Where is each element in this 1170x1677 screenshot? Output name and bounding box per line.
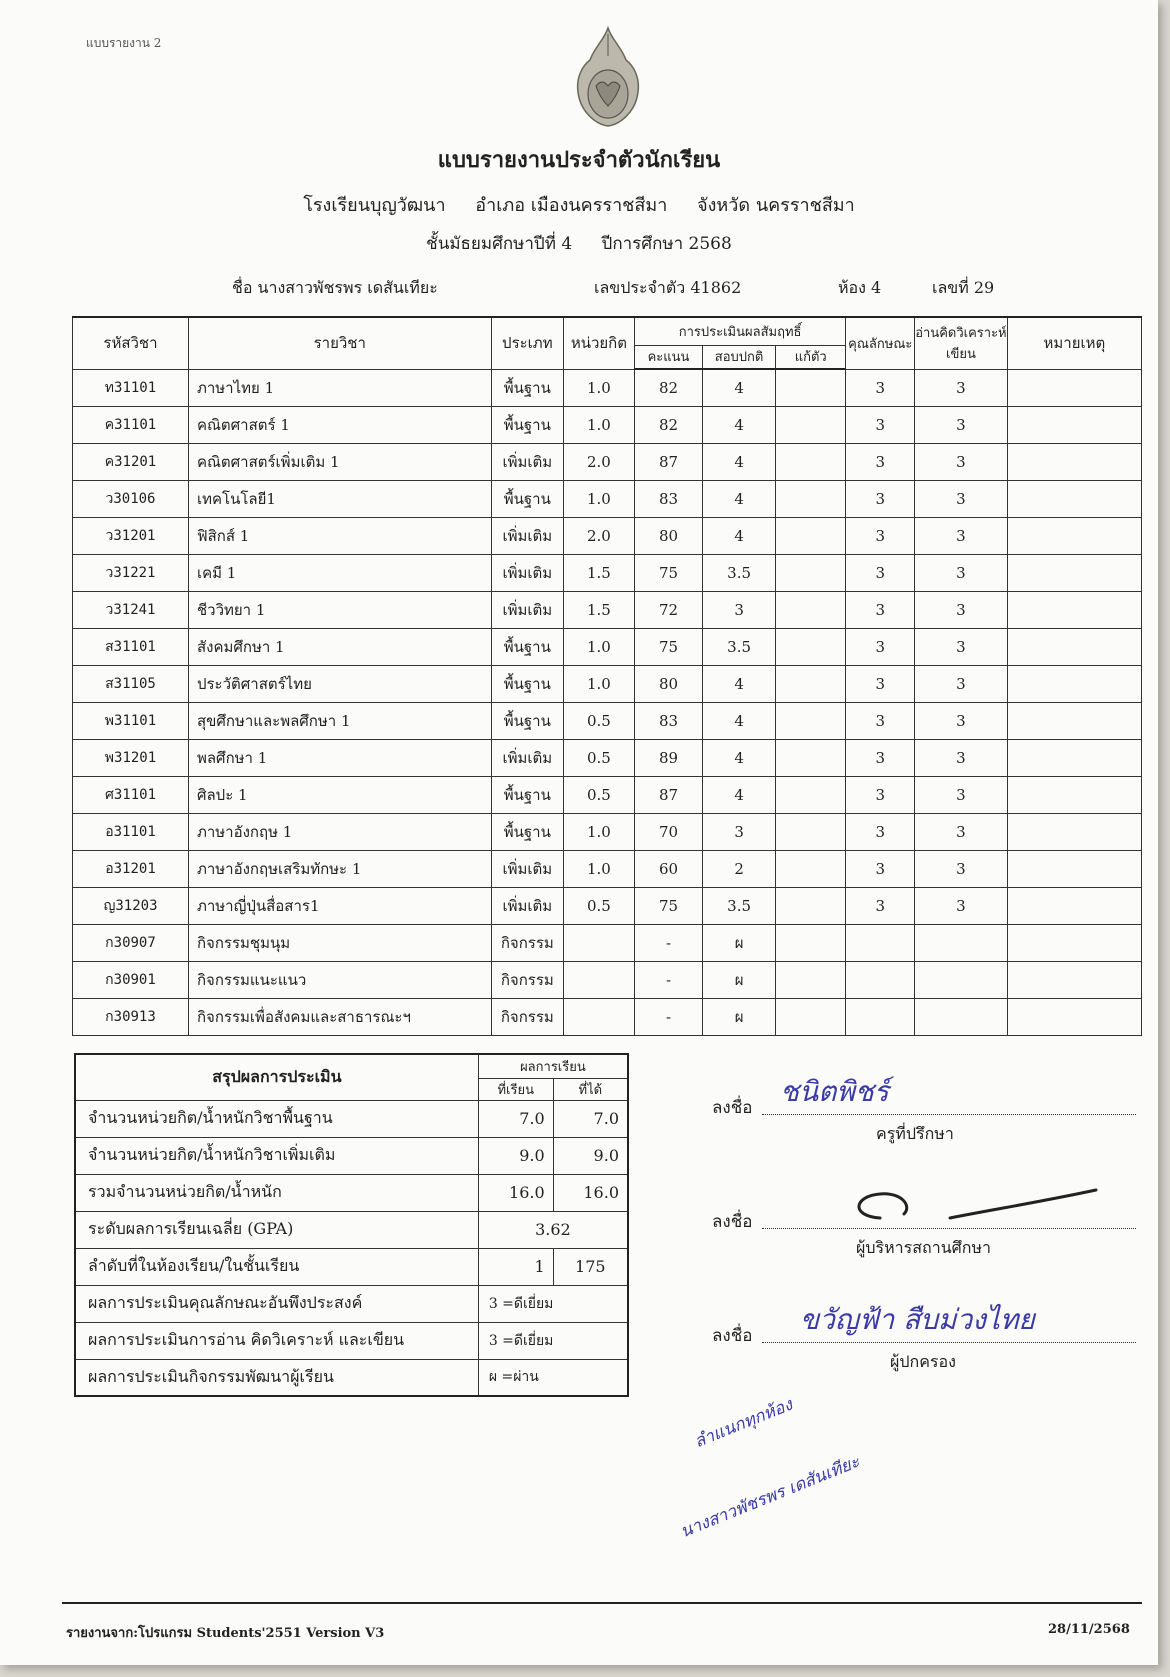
reading-cell: 3 <box>915 369 1008 406</box>
code-cell: ว31241 <box>73 591 189 628</box>
table-row <box>73 887 1142 924</box>
summary-table <box>74 1053 629 1397</box>
type-cell: กิจกรรม <box>491 998 564 1035</box>
reading-value: 3 =ดีเยี่ยม <box>478 1322 628 1359</box>
credit-cell: 1.5 <box>564 554 635 591</box>
reading-cell <box>915 961 1008 998</box>
handwritten-note-line2: นางสาวพัชรพร เดสันเทียะ <box>677 1451 863 1543</box>
subject-cell: เคมี 1 <box>188 554 491 591</box>
reading-cell: 3 <box>915 850 1008 887</box>
grade-cell: 4 <box>703 517 776 554</box>
summary-row-rank <box>75 1248 628 1285</box>
remark-cell <box>1007 443 1141 480</box>
retake-cell <box>775 480 846 517</box>
subject-cell: เทคโนโลยี1 <box>188 480 491 517</box>
parent-sign-line <box>762 1342 1136 1343</box>
table-row <box>73 554 1142 591</box>
table-row <box>73 776 1142 813</box>
retake-cell <box>775 554 846 591</box>
retake-cell <box>775 702 846 739</box>
footer-program: รายงานจาก:โปรแกรม Students'2551 Version V3 <box>66 1626 385 1641</box>
header-reading: อ่านคิดวิเคราะห์เขียน <box>915 317 1008 369</box>
table-row <box>73 924 1142 961</box>
code-cell: ค31101 <box>73 406 189 443</box>
table-row <box>73 665 1142 702</box>
school-emblem-icon <box>568 26 648 130</box>
score-cell: 72 <box>634 591 703 628</box>
trait-cell: 3 <box>846 628 915 665</box>
type-cell: พื้นฐาน <box>491 369 564 406</box>
student-id: เลขประจำตัว 41862 <box>594 278 742 297</box>
credit-cell <box>564 998 635 1035</box>
grade-cell: 3.5 <box>703 628 776 665</box>
table-row <box>73 702 1142 739</box>
gpa-label: ระดับผลการเรียนเฉลี่ย (GPA) <box>75 1211 478 1248</box>
basic-label: จำนวนหน่วยกิต/น้ำหนักวิชาพื้นฐาน <box>75 1100 478 1137</box>
trait-cell: 3 <box>846 443 915 480</box>
table-row <box>73 813 1142 850</box>
reading-cell: 3 <box>915 776 1008 813</box>
advisor-sign-line <box>762 1114 1136 1115</box>
remark-cell <box>1007 628 1141 665</box>
table-row <box>73 961 1142 998</box>
director-sign-label: ลงชื่อ <box>712 1212 753 1232</box>
header-score: คะแนน <box>634 345 703 369</box>
retake-cell <box>775 961 846 998</box>
trait-cell: 3 <box>846 776 915 813</box>
footer-divider <box>62 1602 1142 1604</box>
credit-cell: 1.0 <box>564 480 635 517</box>
remark-cell <box>1007 517 1141 554</box>
type-cell: เพิ่มเติม <box>491 591 564 628</box>
subject-cell: ศิลปะ 1 <box>188 776 491 813</box>
reading-cell: 3 <box>915 517 1008 554</box>
retake-cell <box>775 628 846 665</box>
table-row <box>73 517 1142 554</box>
student-room: ห้อง 4 <box>838 278 882 297</box>
subject-cell: ชีววิทยา 1 <box>188 591 491 628</box>
code-cell: พ31101 <box>73 702 189 739</box>
code-cell: ว31221 <box>73 554 189 591</box>
trait-cell: 3 <box>846 665 915 702</box>
subject-cell: กิจกรรมแนะแนว <box>188 961 491 998</box>
grade-cell: 4 <box>703 776 776 813</box>
reading-cell <box>915 924 1008 961</box>
handwritten-note-line1: ลำแนกทุกห้อง <box>691 1394 796 1453</box>
parent-sign-label: ลงชื่อ <box>712 1326 753 1346</box>
table-row <box>73 739 1142 776</box>
header-code: รหัสวิชา <box>73 317 189 369</box>
reading-cell: 3 <box>915 406 1008 443</box>
grade-cell: ผ <box>703 998 776 1035</box>
total-label: รวมจำนวนหน่วยกิต/น้ำหนัก <box>75 1174 478 1211</box>
trait-cell: 3 <box>846 887 915 924</box>
province: จังหวัด นครราชสีมา <box>697 195 855 216</box>
type-cell: เพิ่มเติม <box>491 887 564 924</box>
trait-cell: 3 <box>846 480 915 517</box>
score-cell: 82 <box>634 406 703 443</box>
summary-row-reading <box>75 1322 628 1359</box>
grade-cell: 3 <box>703 813 776 850</box>
rank-room: 1 <box>478 1248 553 1285</box>
type-cell: เพิ่มเติม <box>491 443 564 480</box>
basic-earned: 7.0 <box>553 1100 628 1137</box>
student-name: ชื่อ นางสาวพัชรพร เดสันเทียะ <box>232 278 438 297</box>
subject-cell: ภาษาไทย 1 <box>188 369 491 406</box>
type-cell: กิจกรรม <box>491 961 564 998</box>
type-cell: เพิ่มเติม <box>491 554 564 591</box>
grade-level: ชั้นมัธยมศึกษาปีที่ 4 <box>426 234 573 254</box>
gpa-value: 3.62 <box>478 1211 628 1248</box>
trait-cell <box>846 961 915 998</box>
trait-cell: 3 <box>846 813 915 850</box>
remark-cell <box>1007 850 1141 887</box>
subject-cell: ภาษาอังกฤษ 1 <box>188 813 491 850</box>
reading-cell: 3 <box>915 628 1008 665</box>
score-cell: 89 <box>634 739 703 776</box>
credit-cell: 1.0 <box>564 628 635 665</box>
score-cell: 80 <box>634 665 703 702</box>
trait-cell: 3 <box>846 850 915 887</box>
score-cell: - <box>634 961 703 998</box>
header-assessment: การประเมินผลสัมฤทธิ์ <box>634 317 846 345</box>
retake-cell <box>775 998 846 1035</box>
score-cell: - <box>634 924 703 961</box>
type-cell: เพิ่มเติม <box>491 850 564 887</box>
summary-row-gpa <box>75 1211 628 1248</box>
score-cell: 87 <box>634 776 703 813</box>
code-cell: ส31105 <box>73 665 189 702</box>
reading-cell: 3 <box>915 739 1008 776</box>
credit-cell: 1.0 <box>564 369 635 406</box>
remark-cell <box>1007 739 1141 776</box>
subject-cell: พลศึกษา 1 <box>188 739 491 776</box>
retake-cell <box>775 776 846 813</box>
trait-cell: 3 <box>846 406 915 443</box>
score-cell: 60 <box>634 850 703 887</box>
retake-cell <box>775 813 846 850</box>
grade-cell: 4 <box>703 369 776 406</box>
score-cell: 80 <box>634 517 703 554</box>
table-row <box>73 998 1142 1035</box>
reading-cell: 3 <box>915 813 1008 850</box>
remark-cell <box>1007 813 1141 850</box>
trait-label: ผลการประเมินคุณลักษณะอันพึงประสงค์ <box>75 1285 478 1322</box>
table-row <box>73 591 1142 628</box>
subject-cell: ภาษาญี่ปุ่นสื่อสาร1 <box>188 887 491 924</box>
grade-line <box>0 230 1158 257</box>
credit-cell <box>564 961 635 998</box>
credit-cell: 1.0 <box>564 813 635 850</box>
reading-label: ผลการประเมินการอ่าน คิดวิเคราะห์ และเขียน <box>75 1322 478 1359</box>
retake-cell <box>775 665 846 702</box>
trait-value: 3 =ดีเยี่ยม <box>478 1285 628 1322</box>
table-row <box>73 369 1142 406</box>
type-cell: พื้นฐาน <box>491 628 564 665</box>
subject-cell: ฟิสิกส์ 1 <box>188 517 491 554</box>
code-cell: อ31201 <box>73 850 189 887</box>
grade-cell: 4 <box>703 739 776 776</box>
summary-row-basic <box>75 1100 628 1137</box>
header-exam: สอบปกติ <box>703 345 776 369</box>
extra-earned: 9.0 <box>553 1137 628 1174</box>
table-row <box>73 480 1142 517</box>
grade-cell: 3.5 <box>703 887 776 924</box>
grade-cell: 4 <box>703 406 776 443</box>
district: อำเภอ เมืองนครราชสีมา <box>475 195 668 216</box>
header-type: ประเภท <box>491 317 564 369</box>
header-credit: หน่วยกิต <box>564 317 635 369</box>
code-cell: ก30913 <box>73 998 189 1035</box>
header-retake: แก้ตัว <box>775 345 846 369</box>
score-cell: 83 <box>634 480 703 517</box>
code-cell: ว30106 <box>73 480 189 517</box>
remark-cell <box>1007 702 1141 739</box>
code-cell: ส31101 <box>73 628 189 665</box>
score-cell: - <box>634 998 703 1035</box>
student-number: เลขที่ 29 <box>932 278 995 297</box>
code-cell: ก30901 <box>73 961 189 998</box>
credit-cell: 1.0 <box>564 406 635 443</box>
table-row <box>73 628 1142 665</box>
type-cell: กิจกรรม <box>491 924 564 961</box>
retake-cell <box>775 887 846 924</box>
header-trait: คุณลักษณะ <box>846 317 915 369</box>
subject-cell: ภาษาอังกฤษเสริมทักษะ 1 <box>188 850 491 887</box>
grade-cell: 2 <box>703 850 776 887</box>
score-cell: 75 <box>634 554 703 591</box>
grade-cell: 3 <box>703 591 776 628</box>
reading-cell: 3 <box>915 443 1008 480</box>
grades-table <box>72 316 1142 1036</box>
retake-cell <box>775 406 846 443</box>
credit-cell: 0.5 <box>564 702 635 739</box>
advisor-role: ครูที่ปรึกษา <box>876 1124 954 1143</box>
activity-label: ผลการประเมินกิจกรรมพัฒนาผู้เรียน <box>75 1359 478 1396</box>
rank-class: 175 <box>553 1248 628 1285</box>
retake-cell <box>775 591 846 628</box>
table-row <box>73 443 1142 480</box>
grade-cell: 3.5 <box>703 554 776 591</box>
type-cell: พื้นฐาน <box>491 702 564 739</box>
grade-cell: 4 <box>703 702 776 739</box>
subject-cell: ประวัติศาสตร์ไทย <box>188 665 491 702</box>
header-subject: รายวิชา <box>188 317 491 369</box>
type-cell: เพิ่มเติม <box>491 517 564 554</box>
trait-cell: 3 <box>846 554 915 591</box>
summary-row-activity <box>75 1359 628 1396</box>
score-cell: 82 <box>634 369 703 406</box>
table-row <box>73 406 1142 443</box>
academic-year: ปีการศึกษา 2568 <box>601 234 732 254</box>
grades-body <box>73 369 1142 1035</box>
retake-cell <box>775 517 846 554</box>
score-cell: 75 <box>634 628 703 665</box>
retake-cell <box>775 369 846 406</box>
subject-cell: สุขศึกษาและพลศึกษา 1 <box>188 702 491 739</box>
grade-cell: ผ <box>703 924 776 961</box>
summary-row-extra <box>75 1137 628 1174</box>
reading-cell: 3 <box>915 665 1008 702</box>
credit-cell <box>564 924 635 961</box>
remark-cell <box>1007 961 1141 998</box>
school-name: โรงเรียนบุญวัฒนา <box>303 195 446 216</box>
summary-row-trait <box>75 1285 628 1322</box>
parent-signature: ขวัญฟ้า สืบม่วงไทย <box>800 1303 1035 1336</box>
code-cell: ท31101 <box>73 369 189 406</box>
remark-cell <box>1007 591 1141 628</box>
retake-cell <box>775 924 846 961</box>
form-code: แบบรายงาน 2 <box>86 36 162 50</box>
summary-result-header: ผลการเรียน <box>478 1054 628 1078</box>
credit-cell: 1.0 <box>564 850 635 887</box>
extra-studied: 9.0 <box>478 1137 553 1174</box>
trait-cell: 3 <box>846 702 915 739</box>
credit-cell: 0.5 <box>564 739 635 776</box>
remark-cell <box>1007 369 1141 406</box>
type-cell: พื้นฐาน <box>491 406 564 443</box>
code-cell: ศ31101 <box>73 776 189 813</box>
extra-label: จำนวนหน่วยกิต/น้ำหนักวิชาเพิ่มเติม <box>75 1137 478 1174</box>
remark-cell <box>1007 776 1141 813</box>
parent-role: ผู้ปกครอง <box>890 1352 956 1371</box>
rank-label: ลำดับที่ในห้องเรียน/ในชั้นเรียน <box>75 1248 478 1285</box>
code-cell: อ31101 <box>73 813 189 850</box>
school-line <box>0 190 1158 219</box>
remark-cell <box>1007 665 1141 702</box>
remark-cell <box>1007 406 1141 443</box>
retake-cell <box>775 739 846 776</box>
type-cell: พื้นฐาน <box>491 776 564 813</box>
credit-cell: 0.5 <box>564 776 635 813</box>
trait-cell: 3 <box>846 369 915 406</box>
reading-cell: 3 <box>915 480 1008 517</box>
score-cell: 70 <box>634 813 703 850</box>
subject-cell: คณิตศาสตร์ 1 <box>188 406 491 443</box>
trait-cell: 3 <box>846 517 915 554</box>
code-cell: พ31201 <box>73 739 189 776</box>
retake-cell <box>775 443 846 480</box>
type-cell: พื้นฐาน <box>491 480 564 517</box>
grade-cell: 4 <box>703 480 776 517</box>
activity-value: ผ =ผ่าน <box>478 1359 628 1396</box>
director-role: ผู้บริหารสถานศึกษา <box>856 1238 991 1257</box>
trait-cell: 3 <box>846 739 915 776</box>
advisor-sign-label: ลงชื่อ <box>712 1098 753 1118</box>
reading-cell: 3 <box>915 887 1008 924</box>
reading-cell: 3 <box>915 591 1008 628</box>
retake-cell <box>775 850 846 887</box>
total-studied: 16.0 <box>478 1174 553 1211</box>
summary-studied-header: ที่เรียน <box>478 1078 553 1100</box>
type-cell: พื้นฐาน <box>491 813 564 850</box>
credit-cell: 1.5 <box>564 591 635 628</box>
grade-cell: 4 <box>703 443 776 480</box>
summary-row-total <box>75 1174 628 1211</box>
remark-cell <box>1007 554 1141 591</box>
code-cell: ค31201 <box>73 443 189 480</box>
summary-earned-header: ที่ได้ <box>553 1078 628 1100</box>
remark-cell <box>1007 998 1141 1035</box>
remark-cell <box>1007 480 1141 517</box>
trait-cell <box>846 924 915 961</box>
subject-cell: สังคมศึกษา 1 <box>188 628 491 665</box>
code-cell: ญ31203 <box>73 887 189 924</box>
credit-cell: 2.0 <box>564 443 635 480</box>
report-title: แบบรายงานประจำตัวนักเรียน <box>437 147 721 173</box>
code-cell: ว31201 <box>73 517 189 554</box>
total-earned: 16.0 <box>553 1174 628 1211</box>
trait-cell <box>846 998 915 1035</box>
score-cell: 87 <box>634 443 703 480</box>
code-cell: ก30907 <box>73 924 189 961</box>
type-cell: พื้นฐาน <box>491 665 564 702</box>
header-remark: หมายเหตุ <box>1007 317 1141 369</box>
reading-cell <box>915 998 1008 1035</box>
score-cell: 83 <box>634 702 703 739</box>
footer-date: 28/11/2568 <box>1048 1622 1130 1637</box>
remark-cell <box>1007 887 1141 924</box>
basic-studied: 7.0 <box>478 1100 553 1137</box>
score-cell: 75 <box>634 887 703 924</box>
credit-cell: 2.0 <box>564 517 635 554</box>
credit-cell: 1.0 <box>564 665 635 702</box>
trait-cell: 3 <box>846 591 915 628</box>
grade-cell: ผ <box>703 961 776 998</box>
table-row <box>73 850 1142 887</box>
type-cell: เพิ่มเติม <box>491 739 564 776</box>
summary-title: สรุปผลการประเมิน <box>75 1054 478 1100</box>
remark-cell <box>1007 924 1141 961</box>
subject-cell: กิจกรรมเพื่อสังคมและสาธารณะฯ <box>188 998 491 1035</box>
reading-cell: 3 <box>915 554 1008 591</box>
reading-cell: 3 <box>915 702 1008 739</box>
credit-cell: 0.5 <box>564 887 635 924</box>
grade-cell: 4 <box>703 665 776 702</box>
subject-cell: กิจกรรมชุมนุม <box>188 924 491 961</box>
advisor-signature: ชนิตพิชร์ <box>780 1075 889 1108</box>
subject-cell: คณิตศาสตร์เพิ่มเติม 1 <box>188 443 491 480</box>
